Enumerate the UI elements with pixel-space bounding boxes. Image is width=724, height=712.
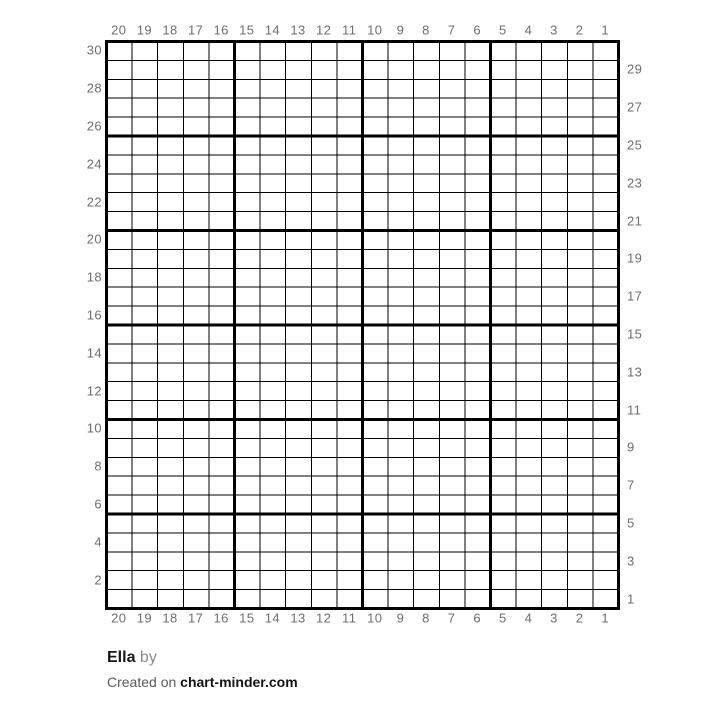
column-number-top: 3 bbox=[550, 22, 558, 38]
column-number-top: 2 bbox=[575, 22, 584, 38]
column-number-top: 1 bbox=[601, 22, 610, 38]
row-number-right: 1 bbox=[627, 591, 635, 607]
row-number-left: 16 bbox=[86, 307, 102, 323]
row-number-left: 6 bbox=[94, 496, 102, 512]
row-number-left: 24 bbox=[86, 156, 102, 172]
column-number-bottom: 19 bbox=[136, 610, 153, 626]
column-number-top: 5 bbox=[498, 22, 507, 38]
column-number-bottom: 17 bbox=[187, 610, 204, 626]
row-number-left: 10 bbox=[86, 420, 102, 436]
row-number-right: 7 bbox=[627, 477, 635, 493]
column-number-bottom: 13 bbox=[290, 610, 306, 626]
row-number-left: 28 bbox=[86, 80, 102, 96]
column-number-bottom: 3 bbox=[550, 610, 558, 626]
chart-title-line bbox=[107, 648, 157, 667]
row-number-right: 23 bbox=[627, 175, 643, 191]
row-number-right: 19 bbox=[627, 250, 643, 266]
column-number-bottom: 15 bbox=[239, 610, 255, 626]
row-number-right: 25 bbox=[627, 137, 643, 153]
column-number-bottom: 12 bbox=[315, 610, 332, 626]
column-number-bottom: 1 bbox=[601, 610, 610, 626]
row-number-left: 2 bbox=[94, 572, 102, 588]
row-number-right: 3 bbox=[627, 553, 635, 569]
row-number-right: 5 bbox=[627, 515, 635, 531]
row-number-right: 29 bbox=[627, 61, 643, 77]
row-number-right: 11 bbox=[627, 402, 642, 418]
row-number-left: 4 bbox=[94, 534, 102, 550]
column-number-bottom: 18 bbox=[162, 610, 178, 626]
chart-grid bbox=[105, 40, 620, 610]
row-number-left: 26 bbox=[86, 118, 102, 134]
column-number-bottom: 8 bbox=[422, 610, 430, 626]
column-number-top: 8 bbox=[422, 22, 430, 38]
column-number-bottom: 16 bbox=[213, 610, 229, 626]
row-number-left: 20 bbox=[86, 231, 102, 247]
row-number-right: 17 bbox=[627, 288, 643, 304]
column-number-bottom: 9 bbox=[396, 610, 405, 626]
column-number-bottom: 5 bbox=[498, 610, 507, 626]
row-number-left: 30 bbox=[86, 42, 102, 58]
row-number-left: 8 bbox=[94, 458, 102, 474]
row-number-right: 27 bbox=[627, 99, 643, 115]
row-number-right: 21 bbox=[627, 213, 643, 229]
column-number-top: 15 bbox=[239, 22, 255, 38]
credit-line bbox=[107, 674, 298, 691]
row-number-left: 18 bbox=[86, 269, 102, 285]
credit-site: chart-minder.com bbox=[180, 674, 298, 690]
column-number-bottom: 2 bbox=[575, 610, 584, 626]
column-number-top: 13 bbox=[290, 22, 306, 38]
column-number-top: 17 bbox=[187, 22, 204, 38]
row-number-left: 14 bbox=[86, 345, 102, 361]
column-number-bottom: 4 bbox=[524, 610, 533, 626]
column-number-top: 14 bbox=[264, 22, 281, 38]
column-number-top: 6 bbox=[473, 22, 482, 38]
row-number-left: 22 bbox=[86, 194, 102, 210]
column-number-top: 20 bbox=[111, 22, 127, 38]
column-number-top: 11 bbox=[342, 22, 357, 38]
column-number-bottom: 7 bbox=[447, 610, 456, 626]
chart-byline: by bbox=[139, 649, 157, 666]
column-number-top: 10 bbox=[367, 22, 383, 38]
column-number-top: 9 bbox=[396, 22, 405, 38]
row-number-right: 15 bbox=[627, 326, 643, 342]
column-number-top: 18 bbox=[162, 22, 178, 38]
column-number-top: 12 bbox=[315, 22, 332, 38]
chart-title: Ella bbox=[107, 649, 136, 666]
column-number-top: 19 bbox=[136, 22, 153, 38]
column-number-bottom: 10 bbox=[367, 610, 383, 626]
column-number-top: 16 bbox=[213, 22, 229, 38]
column-number-top: 4 bbox=[524, 22, 533, 38]
column-number-top: 7 bbox=[447, 22, 456, 38]
column-number-bottom: 11 bbox=[342, 610, 357, 626]
row-number-right: 9 bbox=[627, 439, 635, 455]
credit-prefix: Created on bbox=[107, 674, 177, 690]
row-number-right: 13 bbox=[627, 364, 643, 380]
column-number-bottom: 20 bbox=[111, 610, 127, 626]
row-number-left: 12 bbox=[86, 383, 102, 399]
column-number-bottom: 6 bbox=[473, 610, 482, 626]
column-number-bottom: 14 bbox=[264, 610, 281, 626]
